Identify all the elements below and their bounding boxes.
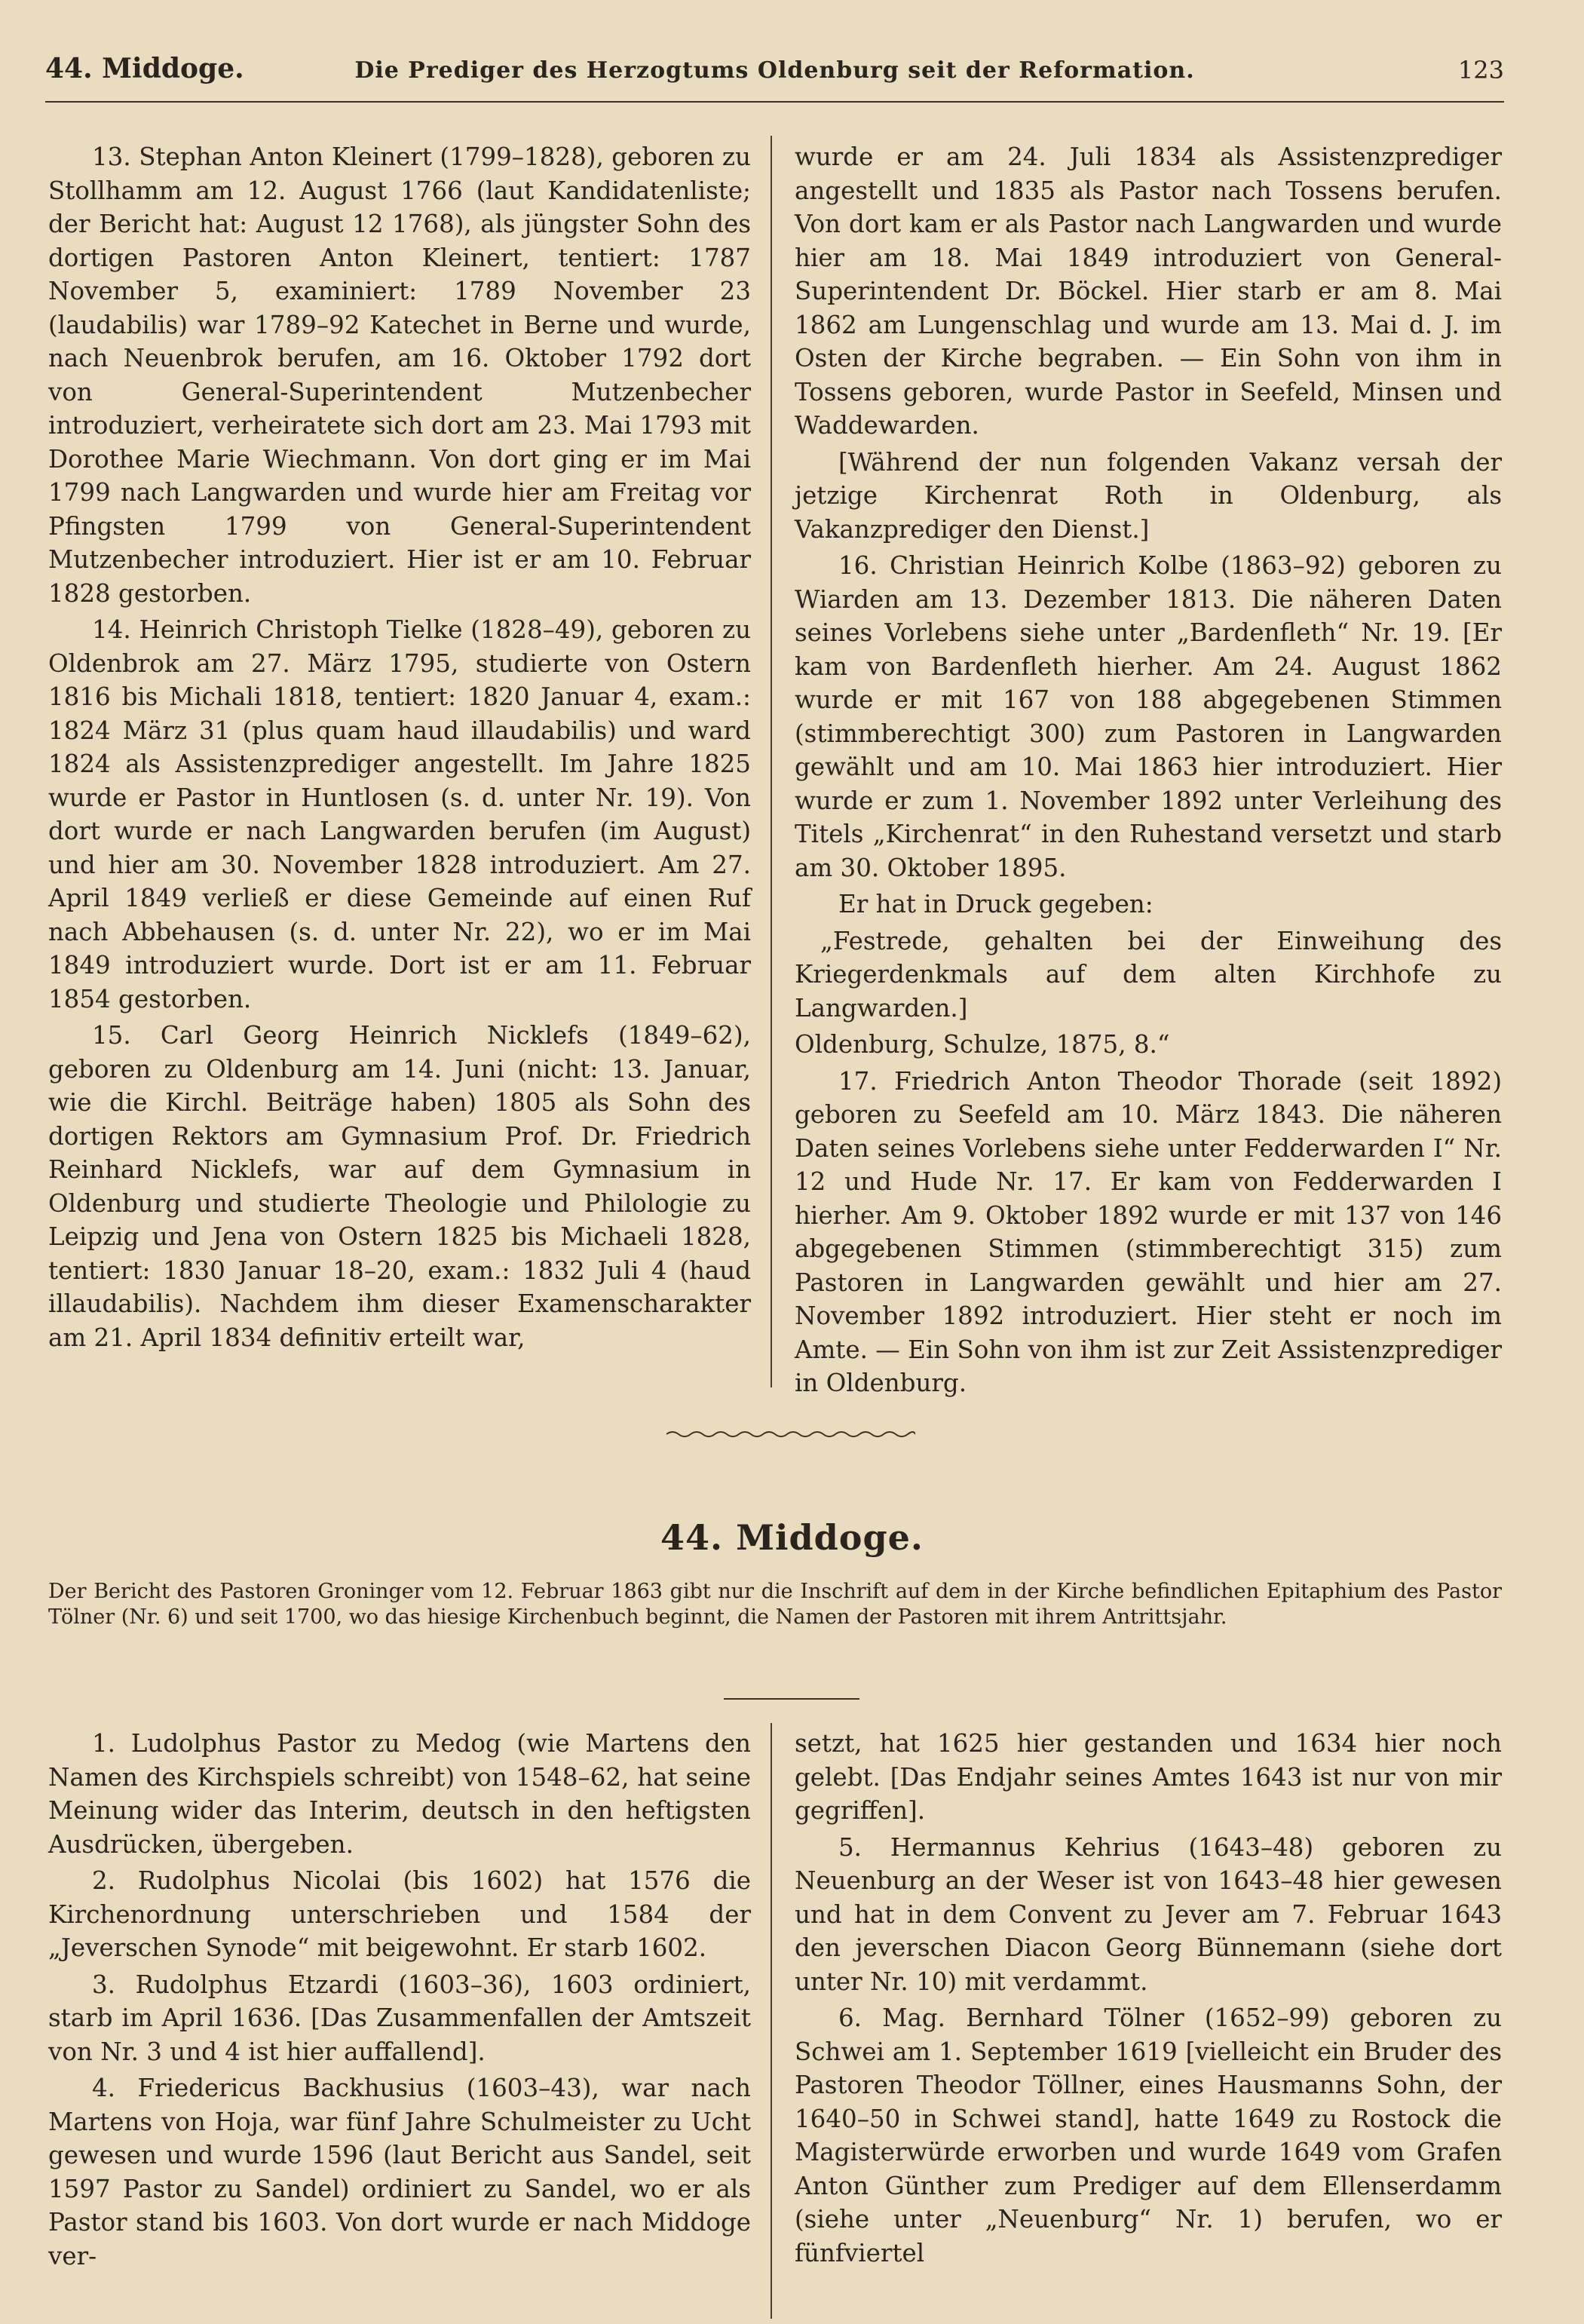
entry-14: 14. Heinrich Christoph Tielke (1828–49), geboren zu Oldenbrok am 27. März 1795, studierte von Ostern 1816 bis Michali 1818, tentiert: 1820 Januar 4, exam.: 1824 März 31 (plus quam haud illaudabilis) und ward 1824 als Assistenzprediger angestellt. Im Jahre 1825 wurde er Pastor in Huntlosen (s. d. unter Nr. 19). Von dort wurde er nach Langwarden berufen (im August) und hier am 30. November 1828 introduziert. Am 27. April 1849 verließ er diese Gemeinde auf einen Ruf nach Abbehausen (s. d. unter Nr. 22), wo er im Mai 1849 introduziert wurde. Dort ist er am 11. Februar 1854 gestorben. (48, 615, 751, 1013)
running-header (45, 47, 1504, 100)
entry-5: 5. Hermannus Kehrius (1643–48) geboren zu Neuenburg an der Weser ist von 1643–48 hier gewesen und hat in dem Convent zu Jever am 7. Februar 1643 den jeverschen Diacon Georg Bünnemann (siehe dort unter Nr. 10) mit verdammt. (795, 1832, 1502, 1996)
lower-right-column (795, 1727, 1502, 2270)
section-intro: Der Bericht des Pastoren Groninger vom 12. Februar 1863 gibt nur die Inschrift auf dem in der Kirche befindlichen Epitaphium des Pastor Tölner (Nr. 6) und seit 1700, wo das hiesige Kirchenbuch beginnt, die Namen der Pastoren mit ihrem Antrittsjahr. (48, 1580, 1502, 1629)
publications-heading: Er hat in Druck gegeben: (838, 890, 1154, 918)
lower-left-column (48, 1727, 751, 2273)
entry-15: 15. Carl Georg Heinrich Nicklefs (1849–62), geboren zu Oldenburg am 14. Juni (nicht: 13. Januar, wie die Kirchl. Beiträge haben) 1805 als Sohn des dortigen Rektors am Gymnasium Prof. Dr. Friedrich Reinhard Nicklefs, war auf dem Gymnasium in Oldenburg und studierte Theologie und Philologie zu Leipzig und Jena von Ostern 1825 bis Michaeli 1828, tentiert: 1830 Januar 18–20, exam.: 1832 Juli 4 (haud illaudabilis). Nachdem ihm dieser Examenscharakter am 21. April 1834 definitiv erteilt war, (48, 1021, 751, 1352)
section-ornament (666, 1429, 915, 1439)
entry-6: 6. Mag. Bernhard Tölner (1652–99) geboren zu Schwei am 1. September 1619 [vielleicht ein Bruder des Pastoren Theodor Töllner, eines Hausmanns Sohn, der 1640–50 in Schwei stand], hatte 1649 zu Rostock die Magisterwürde erworben und wurde 1649 vom Grafen Anton Günther zum Prediger auf dem Ellenserdamm (siehe unter „Neuenburg“ Nr. 1) berufen, wo er fünfviertel (795, 2004, 1502, 2267)
vacancy-note: [Während der nun folgenden Vakanz versah der jetzige Kirchenrat Roth in Oldenburg, als Vakanzprediger den Dienst.] (795, 447, 1502, 544)
column-divider-lower (771, 1723, 772, 2319)
column-divider (771, 136, 772, 1387)
section-title: 44. Middoge. (660, 1517, 924, 1558)
entry-4: 4. Friedericus Backhusius (1603–43), war nach Martens von Hoja, war fünf Jahre Schulmeister zu Ucht gewesen und wurde 1596 (laut Bericht aus Sandel, seit 1597 Pastor zu Sandel) ordiniert zu Sandel, wo er als Pastor stand bis 1603. Von dort wurde er nach Middoge ver- (48, 2074, 751, 2270)
entry-3: 3. Rudolphus Etzardi (1603–36), 1603 ordiniert, starb im April 1636. [Das Zusammenfallen der Amtszeit von Nr. 3 und 4 ist hier auffallend]. (48, 1970, 751, 2066)
header-book-title: Die Prediger des Herzogtums Oldenburg seit der Reformation. (354, 57, 1195, 84)
upper-left-column (48, 140, 751, 1354)
header-rule (45, 101, 1504, 103)
publication-imprint: Oldenburg, Schulze, 1875, 8.“ (795, 1030, 1170, 1059)
entry-1: 1. Ludolphus Pastor zu Medog (wie Martens den Namen des Kirchspiels schreibt) von 1548–62, hat seine Meinung wider das Interim, deutsch in den heftigsten Ausdrücken, übergeben. (48, 1729, 751, 1859)
publication-title: „Festrede, gehalten bei der Einweihung des Kriegerdenkmals auf dem alten Kirchhofe zu Langwarden.] (795, 926, 1502, 1022)
entry-13: 13. Stephan Anton Kleinert (1799–1828), geboren zu Stollhamm am 12. August 1766 (laut Kandidatenliste; der Bericht hat: August 12 1768), als jüngster Sohn des dortigen Pastoren Anton Kleinert, tentiert: 1787 November 5, examiniert: 1789 November 23 (laudabilis) war 1789–92 Katechet in Berne und wurde, nach Neuenbrok berufen, am 16. Oktober 1792 dort von General-Superintendent Mutzenbecher introduziert, verheiratete sich dort am 23. Mai 1793 mit Dorothee Marie Wiechmann. Von dort ging er im Mai 1799 nach Langwarden und wurde hier am Freitag vor Pfingsten 1799 von General-Superintendent Mutzenbecher introduziert. Hier ist er am 10. Februar 1828 gestorben. (48, 143, 751, 608)
intro-rule (724, 1698, 859, 1700)
entry-16: 16. Christian Heinrich Kolbe (1863–92) geboren zu Wiarden am 13. Dezember 1813. Die näheren Daten seines Vorlebens siehe unter „Bardenfleth“ Nr. 19. [Er kam von Bardenfleth hierher. Am 24. August 1862 wurde er mit 167 von 188 abgegebenen Stimmen (stimmberechtigt 300) zum Pastoren in Langwarden gewählt und am 10. Mai 1863 hier introduziert. Hier wurde er zum 1. November 1892 unter Verleihung des Titels „Kirchenrat“ in den Ruhestand versetzt und starb am 30. Oktober 1895. (795, 551, 1502, 882)
entry-15-continued: wurde er am 24. Juli 1834 als Assistenzprediger angestellt und 1835 als Pastor nach Tossens berufen. Von dort kam er als Pastor nach Langwarden und wurde hier am 18. Mai 1849 introduziert von General-Superintendent Dr. Böckel. Hier starb er am 8. Mai 1862 am Lungenschlag und wurde am 13. Mai d. J. im Osten der Kirche begraben. — Ein Sohn von ihm in Tossens geboren, wurde Pastor in Seefeld, Minsen und Waddewarden. (795, 143, 1502, 440)
upper-right-column (795, 140, 1502, 1400)
entry-4-continued: setzt, hat 1625 hier gestanden und 1634 hier noch gelebt. [Das Endjahr seines Amtes 1643 ist nur von mir gegriffen]. (795, 1729, 1502, 1825)
entry-2: 2. Rudolphus Nicolai (bis 1602) hat 1576 die Kirchenordnung unterschrieben und 1584 der „Jeverschen Synode“ mit beigewohnt. Er starb 1602. (48, 1866, 751, 1962)
entry-17: 17. Friedrich Anton Theodor Thorade (seit 1892) geboren zu Seefeld am 10. März 1843. Die näheren Daten seines Vorlebens siehe unter Fedderwarden I“ Nr. 12 und Hude Nr. 17. Er kam von Fedderwarden I hierher. Am 9. Oktober 1892 wurde er mit 137 von 146 abgegebenen Stimmen (stimmberechtigt 315) zum Pastoren in Langwarden gewählt und hier am 27. November 1892 introduziert. Hier steht er noch im Amte. — Ein Sohn von ihm ist zur Zeit Assistenzprediger in Oldenburg. (795, 1066, 1502, 1397)
page-number: 123 (1457, 56, 1504, 84)
header-section-label: 44. Middoge. (45, 53, 244, 84)
